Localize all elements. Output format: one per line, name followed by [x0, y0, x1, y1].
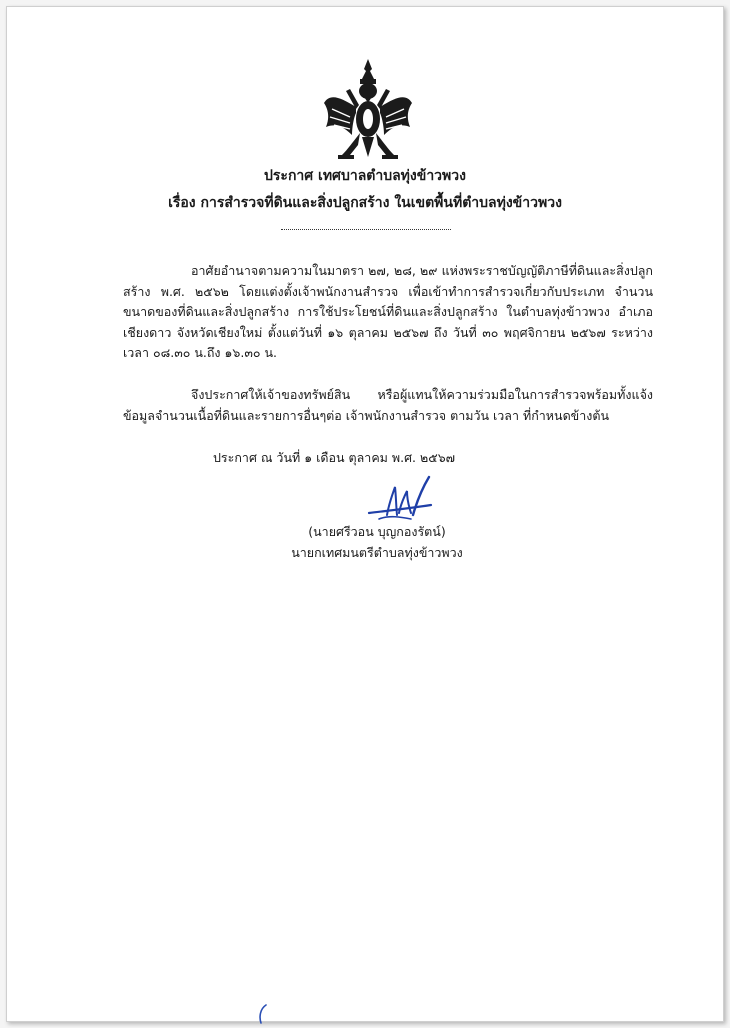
title-divider — [281, 229, 451, 230]
paragraph-2-text: จึงประกาศให้เจ้าของทรัพย์สิน หรือผู้แทนให้ความร่วมมือในการสำรวจพร้อมทั้งแจ้งข้อมูลจำนวนเนื้อที่ดินและรายการอื่นๆต่อ เจ้าพนักงานสำรวจ ตามวัน เวลา ที่กำหนดข้างต้น — [123, 387, 653, 423]
blue-pen-mark — [257, 1003, 269, 1025]
announcement-title: ประกาศ เทศบาลตำบลทุ่งข้าวพวง — [264, 168, 466, 184]
date-line: ประกาศ ณ วันที่ ๑ เดือน ตุลาคม พ.ศ. ๒๕๖๗ — [213, 450, 456, 465]
paragraph-1-text: อาศัยอำนาจตามความในมาตรา ๒๗, ๒๘, ๒๙ แห่งพระราชบัญญัติภาษีที่ดินและสิ่งปลูกสร้าง พ.ศ. ๒๕๖๒ โดยแต่งตั้งเจ้าพนักงานสำรวจ เพื่อเข้าทำการสำรวจเกี่ยวกับประเภท จำนวน ขนาดของที่ดินและสิ่งปลูกสร้าง การใช้ประโยชน์ที่ดินและสิ่งปลูกสร้าง ในตำบลทุ่งข้าวพวง อำเภอเชียงดาว จังหวัดเชียงใหม่ ตั้งแต่วันที่ ๑๖ ตุลาคม ๒๕๖๗ ถึง วันที่ ๓๐ พฤศจิกายน ๒๕๖๗ ระหว่างเวลา ๐๘.๓๐ น.ถึง ๑๖.๓๐ น. — [123, 263, 653, 360]
garuda-emblem-icon — [322, 57, 414, 162]
signer-name: (นายศรีวอน บุญกองรัตน์) — [308, 524, 446, 539]
signer-position: นายกเทศมนตรีตำบลทุ่งข้าวพวง — [291, 545, 463, 560]
handwritten-signature — [365, 475, 437, 525]
body-paragraph-2 — [123, 385, 653, 426]
announcement-subject: เรื่อง การสำรวจที่ดินและสิ่งปลูกสร้าง ในเขตพื้นที่ตำบลทุ่งข้าวพวง — [168, 195, 562, 211]
body-paragraph-1 — [123, 261, 653, 364]
document-page — [6, 6, 724, 1022]
